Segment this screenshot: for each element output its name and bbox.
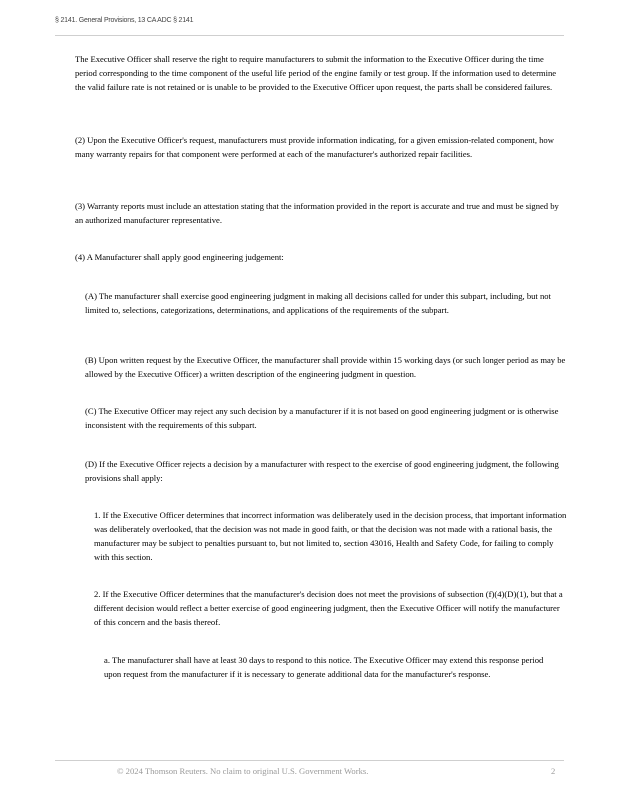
page-number: 2 <box>551 766 556 776</box>
paragraph-useful-life: The Executive Officer shall reserve the right to require manufacturers to submit the information to the Executive Officer during the time period corresponding to the time component of the useful life period of the engine family or test group. If the information used to determine the valid failure rate is not retained or is unable to be provided to the Executive Officer upon request, the parts shall be considered failures. <box>75 54 557 92</box>
footer-copyright: © 2024 Thomson Reuters. No claim to original U.S. Government Works. <box>117 766 369 776</box>
paragraph-3: (3) Warranty reports must include an attestation stating that the information provided in the report is accurate and true and must be signed by an authorized manufacturer representative. <box>75 201 559 225</box>
paragraph-4D-2: 2. If the Executive Officer determines that the manufacturer's decision does not meet the provisions of subsection (f)(4)(D)(1), but that a different decision would reflect a better exercise of good engineering judgment, then the Executive Officer will notify the manufacturer of this concern and the basis thereof. <box>94 589 563 627</box>
paragraph-4B: (B) Upon written request by the Executive Officer, the manufacturer shall provide within 15 working days (or such longer period as may be allowed by the Executive Officer) a written description of the engineering judgment in question. <box>85 355 566 379</box>
header-divider <box>55 35 564 36</box>
paragraph-4D-1: 1. If the Executive Officer determines that incorrect information was deliberately used in the decision process, that important information was deliberately overlooked, that the decision was not made in good faith, or that the decision was not made with a rational basis, the manufacturer may be subject to penalties pursuant to, but not limited to, section 43016, Health and Safety Code, for failing to comply with this section. <box>94 510 567 562</box>
paragraph-4: (4) A Manufacturer shall apply good engineering judgement: <box>75 252 284 262</box>
paragraph-4D: (D) If the Executive Officer rejects a decision by a manufacturer with respect to the exercise of good engineering judgment, the following provisions shall apply: <box>85 459 559 483</box>
page-header-citation: § 2141. General Provisions, 13 CA ADC § 2141 <box>55 17 194 24</box>
paragraph-4C: (C) The Executive Officer may reject any such decision by a manufacturer if it is not based on good engineering judgment or is otherwise inconsistent with the requirements of this subpart. <box>85 406 559 430</box>
paragraph-4D-2a: a. The manufacturer shall have at least 30 days to respond to this notice. The Executive Officer may extend this response period upon request from the manufacturer if it is necessary to generate additional data for the manufacturer's response. <box>104 655 544 679</box>
paragraph-4A: (A) The manufacturer shall exercise good engineering judgment in making all decisions called for under this subpart, including, but not limited to, selections, categorizations, determinations, and applications of the requirements of the subpart. <box>85 291 551 315</box>
paragraph-2: (2) Upon the Executive Officer's request, manufacturers must provide information indicating, for a given emission-related component, how many warranty repairs for that component were performed at each of the manufacturer's authorized repair facilities. <box>75 135 554 159</box>
footer-divider <box>55 760 564 761</box>
